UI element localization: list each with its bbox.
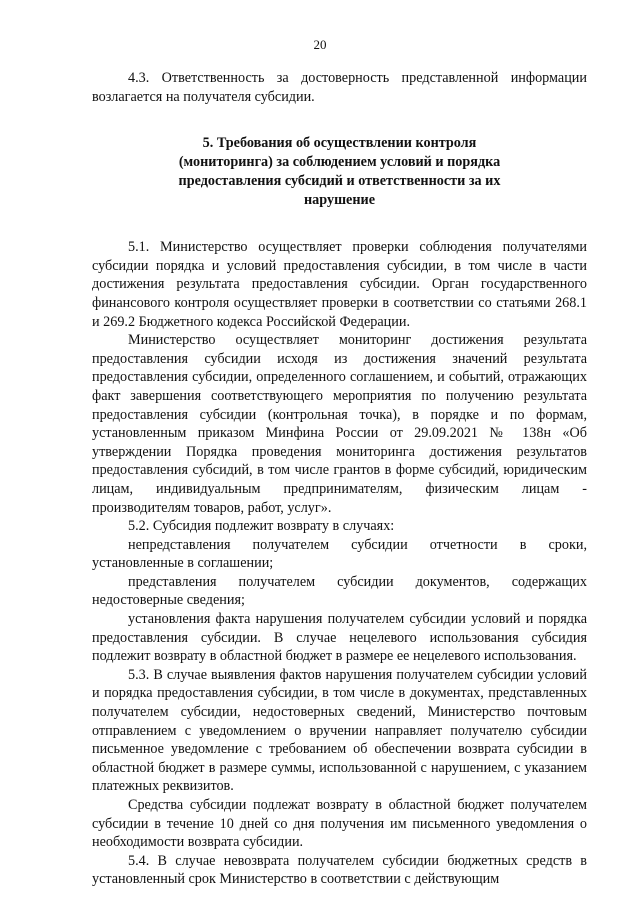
paragraph-5-1: 5.1. Министерство осуществляет проверки соблюдения получателями субсидии порядка и условий предоставления субсидии, в том числе в части достижения результата предоставления субсидии. Орган государственного финансового контроля осуществляет проверки в соответствии со статьями 268.1 и 269.2 Бюджетного кодекса Российской Федерации. [92, 239, 587, 330]
paragraph-5-3: 5.3. В случае выявления фактов нарушения получателем субсидии условий и порядка предоставления субсидии, в том числе в документах, представленных получателем субсидии, недостоверных сведений, Министерство почтовым отправлением с уведомлением о вручении направляет получателю субсидии письменное уведомление с требованием об обеспечении возврата субсидии в областной бюджет в размере суммы, использованной с нарушением, с указанием платежных реквизитов. [92, 666, 587, 795]
paragraph-case-3: установления факта нарушения получателем субсидии условий и порядка предоставления субсидии. В случае нецелевого использования субсидия подлежит возврату в областной бюджет в размере ее нецелевого использования. [92, 611, 587, 665]
paragraph-5-4: 5.4. В случае невозврата получателем субсидии бюджетных средств в установленный срок Министерство в соответствии с действующим [92, 852, 587, 888]
document-body [92, 69, 587, 889]
page-number: 20 [313, 37, 327, 52]
paragraph-5-2: 5.2. Субсидия подлежит возврату в случаях: [128, 518, 395, 535]
paragraph-4-3: 4.3. Ответственность за достоверность представленной информации возлагается на получателя субсидии. [92, 70, 587, 105]
heading-line: (мониторинга) за соблюдением условий и порядка [178, 154, 501, 171]
section-heading [92, 134, 587, 210]
heading-line: предоставления субсидий и ответственности за их [178, 173, 501, 190]
paragraph-return-term: Средства субсидии подлежат возврату в областной бюджет получателем субсидии в течение 10 дней со дня получения им письменного уведомления о необходимости возврата субсидии. [92, 797, 587, 851]
heading-line: нарушение [304, 192, 375, 209]
heading-line: 5. Требования об осуществлении контроля [202, 135, 477, 152]
paragraph-case-2: представления получателем субсидии документов, содержащих недостоверные сведения; [92, 573, 587, 609]
paragraph-monitoring: Министерство осуществляет мониторинг достижения результата предоставления субсидии исходя из достижения значений результата предоставления субсидии, определенного соглашением, и событий, отражающих факт завершения соответствующего мероприятия по получению результата предоставления субсидии (контрольная точка), в порядке и по формам, установленным приказом Минфина России от 29.09.2021 № 138н «Об утверждении Порядка проведения мониторинга достижения результатов предоставления субсидий, в том числе грантов в форме субсидий, юридическим лицам, индивидуальным предпринимателям, физическим лицам - производителям товаров, работ, услуг». [92, 332, 587, 516]
paragraph-case-1: непредставления получателем субсидии отчетности в сроки, установленные в соглашении; [92, 536, 587, 572]
